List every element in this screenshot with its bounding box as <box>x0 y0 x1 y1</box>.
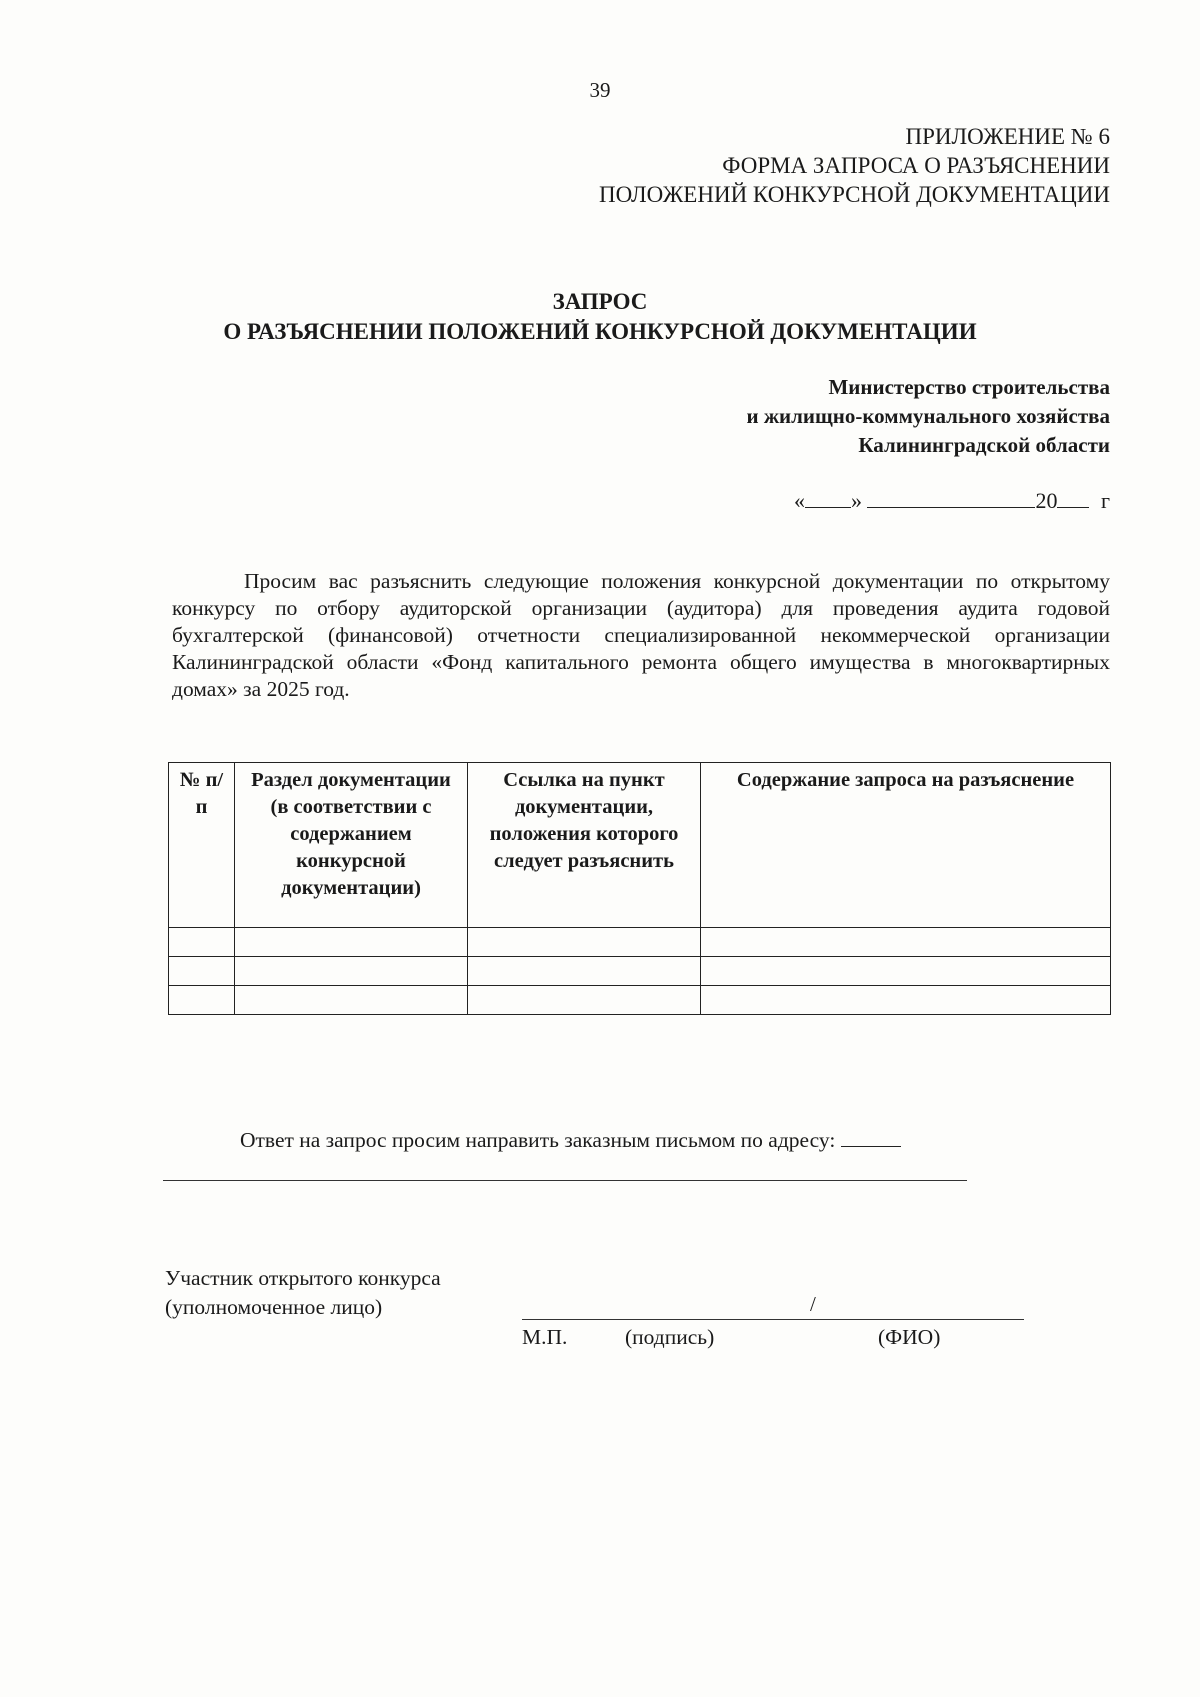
signature-line[interactable] <box>522 1319 1024 1320</box>
address-blank[interactable] <box>841 1128 901 1147</box>
day-blank[interactable] <box>805 489 851 508</box>
address-line[interactable] <box>163 1180 967 1181</box>
table-cell[interactable] <box>701 928 1111 957</box>
table-cell[interactable] <box>235 928 468 957</box>
table-header-row <box>169 763 1111 928</box>
page-number: 39 <box>589 78 611 102</box>
name-caption: (ФИО) <box>878 1325 941 1349</box>
participant-line-1: Участник открытого конкурса <box>165 1266 441 1290</box>
month-blank[interactable] <box>867 489 1035 508</box>
participant-label <box>165 1264 441 1322</box>
table-cell[interactable] <box>235 986 468 1015</box>
table-row <box>169 957 1111 986</box>
participant-line-2: (уполномоченное лицо) <box>165 1295 383 1319</box>
date-close-quote: » <box>850 488 862 513</box>
year-blank[interactable] <box>1057 489 1089 508</box>
appendix-line: ФОРМА ЗАПРОСА О РАЗЪЯСНЕНИИ <box>722 153 1110 178</box>
year-suffix: г <box>1100 488 1110 513</box>
year-prefix: 20 <box>1035 488 1058 513</box>
addressee-line: и жилищно-коммунального хозяйства <box>746 404 1110 428</box>
table-cell[interactable] <box>468 928 701 957</box>
table-cell[interactable] <box>701 957 1111 986</box>
reply-instruction <box>240 1128 901 1153</box>
table-row <box>169 986 1111 1015</box>
table-cell[interactable] <box>169 957 235 986</box>
table-cell[interactable] <box>235 957 468 986</box>
table-cell[interactable] <box>468 957 701 986</box>
stamp-label: М.П. <box>522 1325 568 1349</box>
signature-slash: / <box>810 1292 816 1316</box>
appendix-line: ПРИЛОЖЕНИЕ № 6 <box>905 124 1110 149</box>
header-section: Раздел документации (в соответствии с содержанием конкурсной документации) <box>235 763 468 928</box>
table-cell[interactable] <box>169 928 235 957</box>
date-open-quote: « <box>793 488 805 513</box>
body-paragraph: Просим вас разъяснить следующие положения конкурсной документации по открытому конкурсу по отбору аудиторской организации (аудитора) для проведения аудита годовой бухгалтерской (финансовой) отчетности специализированной некоммерческой организации Калининградской области «Фонд капитального ремонта общего имущества в многоквартирных домах» за 2025 год. <box>172 569 1110 701</box>
title-line-2: О РАЗЪЯСНЕНИИ ПОЛОЖЕНИЙ КОНКУРСНОЙ ДОКУМЕНТАЦИИ <box>223 319 977 344</box>
addressee-line: Министерство строительства <box>828 375 1110 399</box>
table-cell[interactable] <box>701 986 1111 1015</box>
appendix-header <box>599 122 1110 209</box>
table-row <box>169 928 1111 957</box>
title-line-1: ЗАПРОС <box>552 289 648 314</box>
signature-caption: (подпись) <box>625 1325 715 1349</box>
document-title <box>0 287 1200 347</box>
addressee-block <box>746 373 1110 460</box>
table-cell[interactable] <box>468 986 701 1015</box>
header-reference: Ссылка на пункт документации, положения которого следует разъяснить <box>468 763 701 928</box>
table-cell[interactable] <box>169 986 235 1015</box>
date-line <box>794 488 1110 514</box>
reply-text: Ответ на запрос просим направить заказным письмом по адресу: <box>240 1128 836 1152</box>
request-table <box>168 762 1111 1015</box>
header-content: Содержание запроса на разъяснение <box>701 763 1111 928</box>
header-number: № п/п <box>169 763 235 928</box>
appendix-line: ПОЛОЖЕНИЙ КОНКУРСНОЙ ДОКУМЕНТАЦИИ <box>598 182 1110 207</box>
addressee-line: Калининградской области <box>858 433 1110 457</box>
